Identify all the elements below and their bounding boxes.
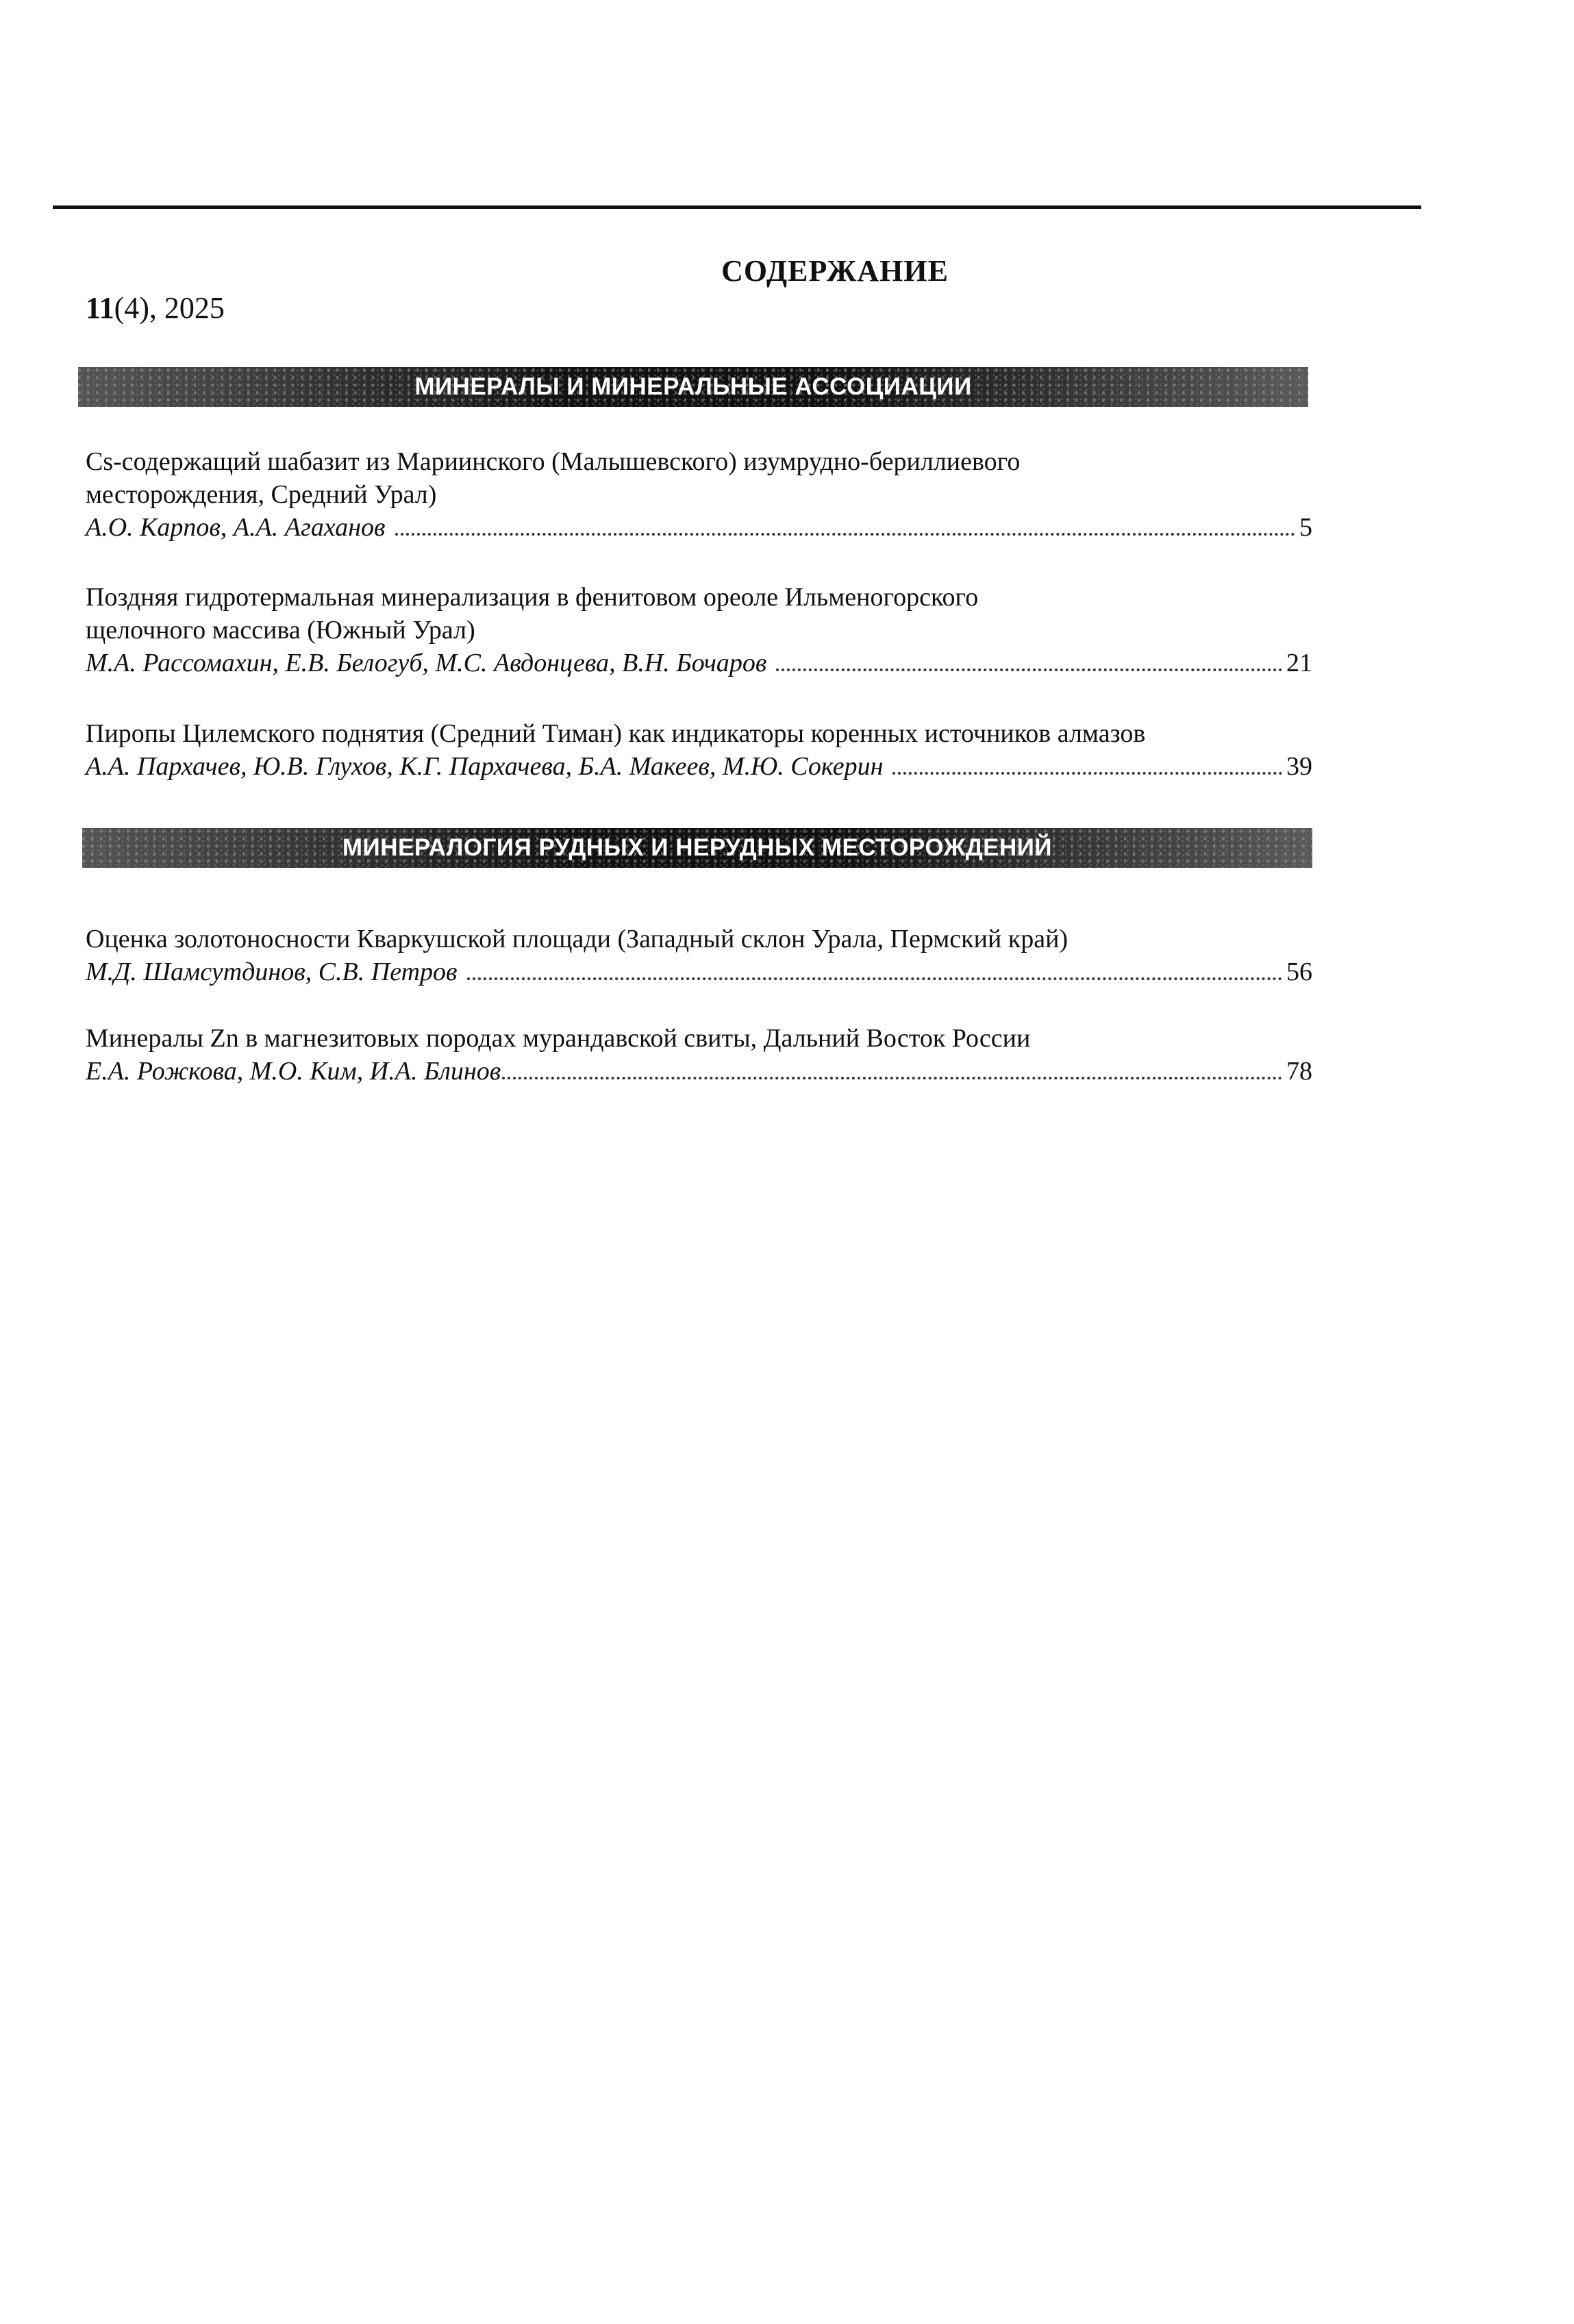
page-number: 78 [1286,1057,1312,1086]
toc-entry[interactable] [86,717,1312,783]
entry-authors: А.А. Пархачев, Ю.В. Глухов, К.Г. Пархачева, Б.А. Макеев, М.Ю. Сокерин [86,752,884,781]
entry-title: Минералы Zn в магнезитовых породах мурандавской свиты, Дальний Восток России [86,1024,1031,1053]
entry-title: Пиропы Цилемского поднятия (Средний Тиман) как индикаторы коренных источников алмазов [86,719,1146,748]
dot-leader [776,669,1282,671]
toc-entry[interactable] [86,1022,1312,1088]
page-number: 21 [1286,649,1312,677]
entry-title: Поздняя гидротермальная минерализация в фенитовом ореоле Ильменогорского [86,583,979,612]
page-number: 39 [1286,752,1312,781]
section-heading: МИНЕРАЛЫ И МИНЕРАЛЬНЫЕ АССОЦИАЦИИ [78,367,1308,407]
issue-volume: 11 [86,291,114,325]
issue-rest: (4), 2025 [114,291,225,325]
dot-leader [502,1077,1282,1079]
page-title: СОДЕРЖАНИЕ [721,254,949,288]
entry-authors: Е.А. Рожкова, М.О. Ким, И.А. Блинов [86,1057,501,1086]
entry-authors: М.Д. Шамсутдинов, С.В. Петров [86,958,458,986]
section-heading: МИНЕРАЛОГИЯ РУДНЫХ И НЕРУДНЫХ МЕСТОРОЖДЕНИЙ [82,828,1312,868]
entry-authors: А.О. Карпов, А.А. Агаханов [86,513,386,542]
entry-title: щелочного массива (Южный Урал) [86,616,475,645]
entry-title: Оценка золотоносности Кваркушской площади (Западный склон Урала, Пермский край) [86,925,1069,953]
entry-title: месторождения, Средний Урал) [86,480,437,509]
entry-authors: М.А. Рассомахин, Е.В. Белогуб, М.С. Авдонцева, В.Н. Бочаров [86,649,767,677]
dot-leader [395,533,1295,536]
entry-title: Cs-содержащий шабазит из Мариинского (Малышевского) изумрудно-бериллиевого [86,447,1021,476]
dot-leader [892,772,1282,775]
issue-number [86,290,225,325]
toc-entry[interactable] [86,445,1312,544]
toc-entry[interactable] [86,581,1312,679]
toc-entry[interactable] [86,923,1312,988]
page-number: 56 [1286,958,1312,986]
header-rule [53,205,1421,209]
page-number: 5 [1299,513,1312,542]
dot-leader [467,977,1282,980]
